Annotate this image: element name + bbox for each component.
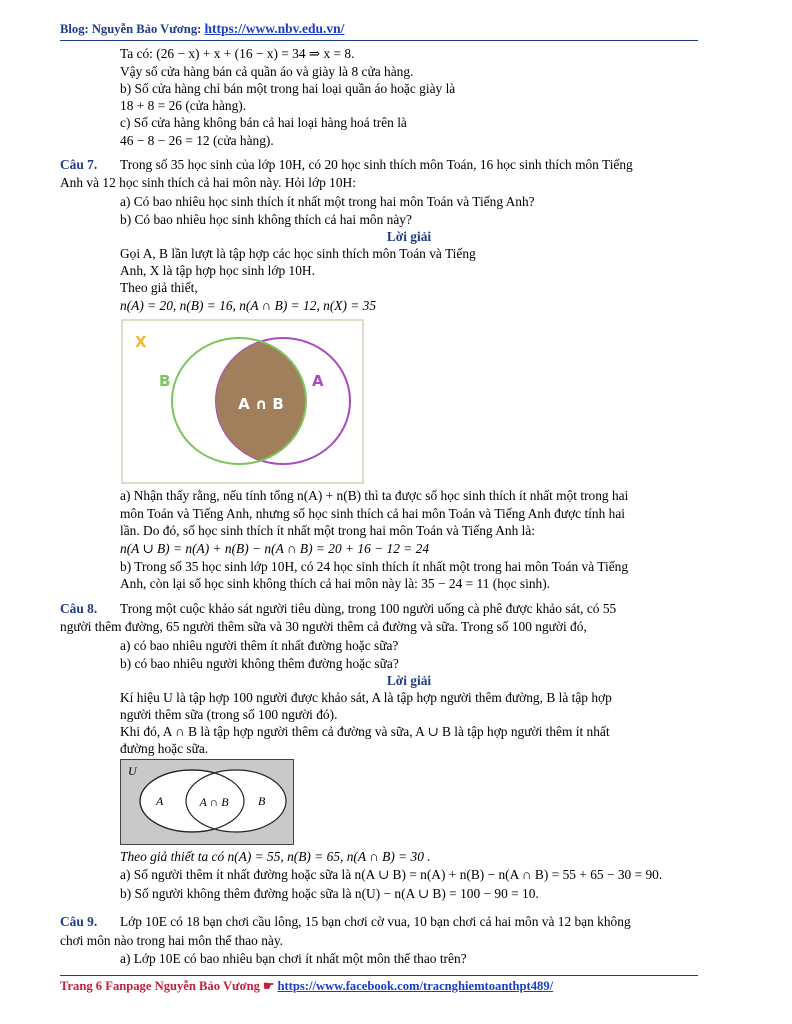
facebook-link[interactable]: https://www.facebook.com/tracnghiemtoanthpt489/ <box>277 979 554 993</box>
q7-label: Câu 7. <box>60 157 98 172</box>
q8-part-b: b) có bao nhiêu người không thêm đường hoặc sữa? <box>120 656 399 671</box>
q7-answer-b-2: Anh, còn lại số học sinh không thích cả hai môn này là: 35 − 24 = 11 (học sinh). <box>120 576 551 591</box>
q7-text-2: Anh và 12 học sinh thích cả hai môn này. Hỏi lớp 10H: <box>60 175 356 190</box>
q9-line-1 <box>60 913 698 931</box>
prev-line-6: 46 − 8 − 26 = 12 (cửa hàng). <box>120 133 274 148</box>
q7-answer-a-3: lần. Do đó, số học sinh thích ít nhất một trong hai môn Toán và Tiếng Anh là: <box>120 523 536 538</box>
q7-answer-a-2: môn Toán và Tiếng Anh, nhưng số học sinh thích cả hai môn Toán và Tiếng Anh được tính hai <box>120 506 625 521</box>
venn-diagram-students <box>121 319 364 484</box>
page-footer <box>60 975 698 996</box>
q8-answer-b: b) Số người không thêm đường hoặc sữa là n(U) − n(A ∪ B) = 100 − 90 = 10. <box>120 886 539 901</box>
q8-label: Câu 8. <box>60 601 98 616</box>
venn-label-b2: B <box>258 794 266 808</box>
q7-part-b: b) Có bao nhiêu học sinh không thích cả hai môn này? <box>120 212 412 227</box>
q7-sol-2: Anh, X là tập hợp học sinh lớp 10H. <box>120 263 315 278</box>
q7-solution-title: Lời giải <box>386 229 432 244</box>
q8-part-a: a) có bao nhiêu người thêm ít nhất đường hoặc sữa? <box>120 638 399 653</box>
page-header <box>60 20 698 41</box>
venn-diagram-coffee <box>120 759 294 845</box>
q8-sol-2: người thêm sữa (trong số 100 người đó). <box>120 707 338 722</box>
q8-text-2: người thêm đường, 65 người thêm sữa và 30 người thêm cả đường và sữa. Trong số 100 người đó, <box>60 619 587 634</box>
prev-line-3: b) Số cửa hàng chỉ bán một trong hai loại quần áo hoặc giày là <box>120 81 456 96</box>
q8-sol-1: Kí hiệu U là tập hợp 100 người được khảo sát, A là tập hợp người thêm đường, B là tập hợp <box>120 690 612 705</box>
venn-label-u: U <box>128 764 137 778</box>
q8-solution-title: Lời giải <box>386 673 432 688</box>
q7-sol-3: Theo giả thiết, <box>120 280 198 295</box>
q9-text-2: chơi môn nào trong hai môn thể thao này. <box>60 933 284 948</box>
q8-sol-4: đường hoặc sữa. <box>120 741 209 756</box>
venn-label-a: A <box>312 372 324 390</box>
q8-text-1: Trong một cuộc khảo sát người tiêu dùng, trong 100 người uống cà phê được khảo sát, có 55 <box>120 601 617 616</box>
venn-label-intersection2: A ∩ B <box>199 795 229 809</box>
prev-line-4: 18 + 8 = 26 (cửa hàng). <box>120 98 247 113</box>
fanpage-label: Fanpage Nguyễn Bảo Vương <box>105 979 260 993</box>
q7-answer-b-1: b) Trong số 35 học sinh lớp 10H, có 24 học sinh thích ít nhất một trong hai môn Toán và Tiếng <box>120 559 629 574</box>
q7-text-1: Trong số 35 học sinh của lớp 10H, có 20 học sinh thích môn Toán, 16 học sinh thích môn Tiếng <box>120 157 633 172</box>
q8-line-1 <box>60 600 698 618</box>
q8-given: Theo giả thiết ta có n(A) = 55, n(B) = 65, n(A ∩ B) = 30 . <box>120 849 431 864</box>
q9-part-a: a) Lớp 10E có bao nhiêu bạn chơi ít nhất một môn thể thao trên? <box>120 951 467 966</box>
q7-answer-a-1: a) Nhận thấy rằng, nếu tính tổng n(A) + n(B) thì ta được số học sinh thích ít nhất một trong hai <box>120 488 629 503</box>
q7-part-a: a) Có bao nhiêu học sinh thích ít nhất một trong hai môn Toán và Tiếng Anh? <box>120 194 535 209</box>
q9-label: Câu 9. <box>60 914 98 929</box>
q7-sol-4: n(A) = 20, n(B) = 16, n(A ∩ B) = 12, n(X) = 35 <box>120 298 377 313</box>
q7-sol-1: Gọi A, B lần lượt là tập hợp các học sinh thích môn Toán và Tiếng <box>120 246 476 261</box>
blog-label: Blog: Nguyễn Bảo Vương: <box>60 22 202 36</box>
venn-label-intersection: A ∩ B <box>238 395 284 413</box>
q8-answer-a: a) Số người thêm ít nhất đường hoặc sữa là n(A ∪ B) = n(A) + n(B) − n(A ∩ B) = 55 + 65 − 30 = 90. <box>120 867 663 882</box>
venn-label-a2: A <box>156 794 164 808</box>
prev-line-5: c) Số cửa hàng không bán cả hai loại hàng hoá trên là <box>120 115 407 130</box>
venn-label-b: B <box>159 372 171 390</box>
pointer-icon: ☛ <box>263 979 275 993</box>
prev-line-2: Vậy số cửa hàng bán cả quần áo và giày là 8 cửa hàng. <box>120 64 414 79</box>
q9-text-1: Lớp 10E có 18 bạn chơi cầu lông, 15 bạn chơi cờ vua, 10 bạn chơi cả hai môn và 12 bạn không <box>120 914 631 929</box>
q7-answer-a-4: n(A ∪ B) = n(A) + n(B) − n(A ∩ B) = 20 + 16 − 12 = 24 <box>120 541 430 556</box>
q7-line-1 <box>60 156 698 174</box>
q8-sol-3: Khi đó, A ∩ B là tập hợp người thêm cả đường và sữa, A ∪ B là tập hợp người thêm ít nhất <box>120 724 610 739</box>
blog-link[interactable]: https://www.nbv.edu.vn/ <box>204 21 345 36</box>
page-number: Trang 6 <box>60 979 103 993</box>
venn-label-x: X <box>135 333 147 351</box>
prev-line-1: Ta có: (26 − x) + x + (16 − x) = 34 ⇒ x = 8. <box>120 46 355 61</box>
